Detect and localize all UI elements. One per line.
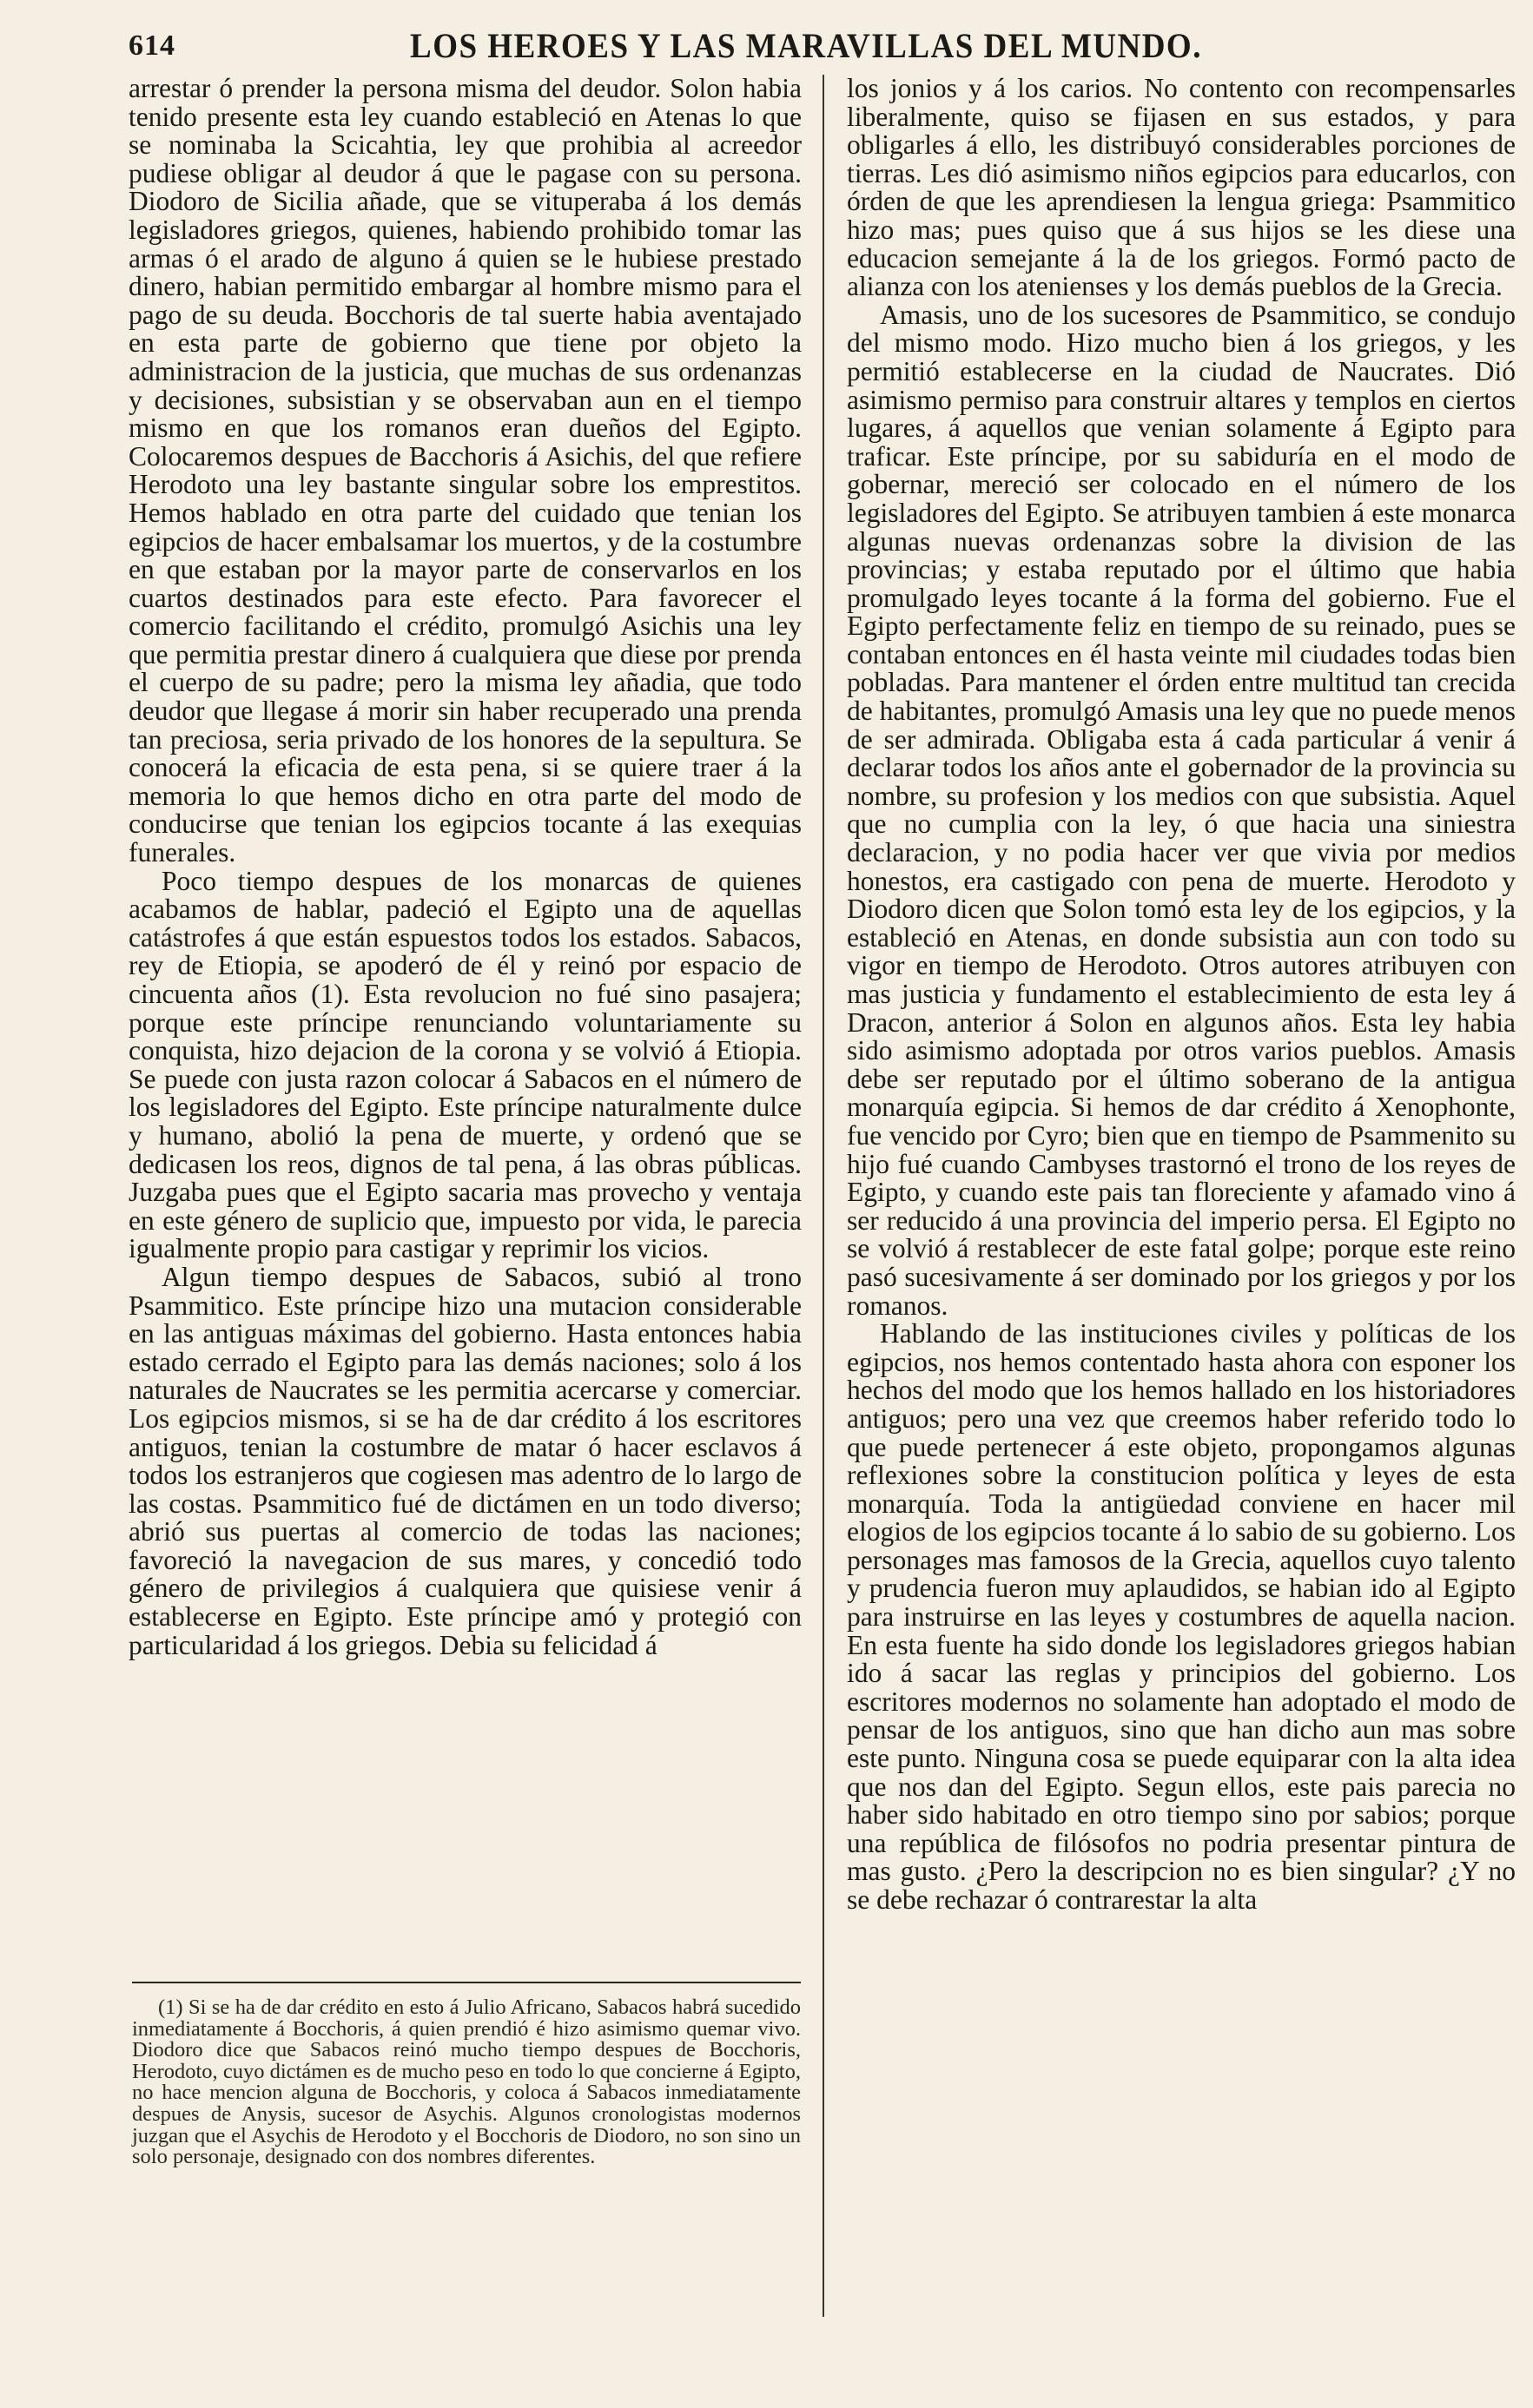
- paragraph: Poco tiempo despues de los monarcas de quienes acabamos de hablar, padeció el Egipto una de aquellas catástrofes á que están espuestos todos los estados. Sabacos, rey de Etiopia, se apoderó de él y reinó por espacio de cincuenta años (1). Esta revolucion no fué sino pasajera; porque este príncipe renunciando voluntariamente su conquista, hizo dejacion de la corona y se volvió á Etiopia. Se puede con justa razon colocar á Sabacos en el número de los legisladores del Egipto. Este príncipe naturalmente dulce y humano, abolió la pena de muerte, y ordenó que se dedicasen los reos, dignos de tal pena, á las obras públicas. Juzgaba pues que el Egipto sacaria mas provecho y ventaja en este género de suplicio que, impuesto por vida, le parecia igualmente propio para castigar y reprimir los vicios.: [129, 865, 802, 1264]
- page-header: [129, 24, 1483, 73]
- page-number: 614: [129, 30, 175, 62]
- footnote-text: (1) Si se ha de dar crédito en esto á Julio Africano, Sabacos habrá sucedido inmediatamente á Bocchoris, á quien prendió é hizo asimismo quemar vivo. Diodoro dice que Sabacos reinó mucho tiempo despues de Bocchoris, Herodoto, cuyo dictámen es de mucho peso en todo lo que concierne á Egipto, no hace mencion alguna de Bocchoris, y coloca á Sabacos inmediatamente despues de Anysis, sucesor de Asychis. Algunos cronologistas modernos juzgan que el Asychis de Herodoto y el Bocchoris de Diodoro, no son sino un solo personaje, designado con dos nombres diferentes.: [132, 1996, 801, 2169]
- paragraph: los jonios y á los carios. No contento con recompensarles liberalmente, quiso se fijasen en sus estados, y para obligarles á ello, les distribuyó considerables porciones de tierras. Les dió asimismo niños egipcios para educarlos, con órden de que les aprendiesen la lengua griega: Psammitico hizo mas; pues quiso que á sus hijos se les diese una educacion semejante á la de los griegos. Formó pacto de alianza con los atenienses y los demás pueblos de la Grecia.: [847, 73, 1516, 302]
- paragraph: Amasis, uno de los sucesores de Psammitico, se condujo del mismo modo. Hizo mucho bien á los griegos, y les permitió establecerse en la ciudad de Naucrates. Dió asimismo permiso para construir altares y templos en ciertos lugares, á aquellos que venian solamente á Egipto para traficar. Este príncipe, por su sabiduría en el modo de gobernar, mereció ser colocado en el número de los legisladores del Egipto. Se atribuyen tambien á este monarca algunas nuevas ordenanzas sobre la division de las provincias; y estaba reputado por el último que habia promulgado leyes tocante á la forma del gobierno. Fue el Egipto perfectamente feliz en tiempo de su reinado, pues se contaban entonces en él hasta veinte mil ciudades todas bien pobladas. Para mantener el órden entre multitud tan crecida de habitantes, promulgó Amasis una ley que no puede menos de ser admirada. Obligaba esta á cada particular á venir á declarar todos los años ante el gobernador de la provincia su nombre, su profesion y los medios con que subsistia. Aquel que no cumplia con la ley, ó que hacia una siniestra declaracion, y no podia hacer ver que vivia por medios honestos, era castigado con pena de muerte. Herodoto y Diodoro dicen que Solon tomó esta ley de los egipcios, y la estableció en Atenas, en donde subsistia aun con todo su vigor en tiempo de Herodoto. Otros autores atribuyen con mas justicia y fundamento el establecimiento de esta ley á Dracon, anterior á Solon en algunos años. Esta ley habia sido asimismo adoptada por otros varios pueblos. Amasis debe ser reputado por el último soberano de la antigua monarquía egipcia. Si hemos de dar crédito á Xenophonte, fue vencido por Cyro; bien que en tiempo de Psammenito su hijo fué cuando Cambyses trastornó el trono de los reyes de Egipto, y cuando este pais tan floreciente y afamado vino á ser reducido á una provincia del imperio persa. El Egipto no se volvió á restablecer de este fatal golpe; porque este reino pasó sucesivamente á ser dominado por los griegos y por los romanos.: [847, 299, 1516, 1321]
- running-title: LOS HEROES Y LAS MARAVILLAS DEL MUNDO.: [410, 27, 1202, 66]
- paragraph: arrestar ó prender la persona misma del deudor. Solon habia tenido presente esta ley cuando estableció en Atenas lo que se nominaba la Scicahtia, ley que prohibia al acreedor pudiese obligar al deudor á que le pagase con su persona. Diodoro de Sicilia añade, que se vituperaba á los demás legisladores griegos, quienes, habiendo prohibido tomar las armas ó el arado de alguno á quien se le hubiese prestado dinero, habian permitido embargar al hombre mismo para el pago de su deuda. Bocchoris de tal suerte habia aventajado en esta parte de gobierno que tiene por objeto la administracion de la justicia, que muchas de sus ordenanzas y decisiones, subsistian y se observaban aun en el tiempo mismo en que los romanos eran dueños del Egipto. Colocaremos despues de Bacchoris á Asichis, del que refiere Herodoto una ley bastante singular sobre los emprestitos. Hemos hablado en otra parte del cuidado que tenian los egipcios de hacer embalsamar los muertos, y de la costumbre en que estaban por la mayor parte de conservarlos en los cuartos destinados para este efecto. Para favorecer el comercio facilitando el crédito, promulgó Asichis una ley que permitia prestar dinero á cualquiera que diese por prenda el cuerpo de su padre; pero la misma ley añadia, que todo deudor que llegase á morir sin haber recuperado una prenda tan preciosa, seria privado de los honores de la sepultura. Se conocerá la eficacia de esta pena, si se quiere traer á la memoria lo que hemos dicho en otra parte del modo de conducirse que tenian los egipcios tocante á las exequias funerales.: [129, 73, 802, 868]
- column-divider: [823, 75, 824, 2317]
- footnote-separator: [132, 1982, 801, 1983]
- footnote: [132, 1997, 801, 2168]
- right-column: [847, 75, 1516, 1915]
- left-column: [129, 75, 802, 1659]
- paragraph: Algun tiempo despues de Sabacos, subió al trono Psammitico. Este príncipe hizo una mutacion considerable en las antiguas máximas del gobierno. Hasta entonces habia estado cerrado el Egipto para las demás naciones; solo á los naturales de Naucrates se les permitia acercarse y comerciar. Los egipcios mismos, si se ha de dar crédito á los escritores antiguos, tenian la costumbre de matar ó hacer esclavos á todos los estranjeros que cogiesen mas adentro de lo largo de las costas. Psammitico fué de dictámen en un todo diverso; abrió sus puertas al comercio de todas las naciones; favoreció la navegacion de sus mares, y concedió todo género de privilegios á cualquiera que quisiese venir á establecerse en Egipto. Este príncipe amó y protegió con particularidad á los griegos. Debia su felicidad á: [129, 1261, 802, 1660]
- paragraph: Hablando de las instituciones civiles y políticas de los egipcios, nos hemos contentado hasta ahora con esponer los hechos del modo que los hemos hallado en los historiadores antiguos; pero una vez que creemos haber referido todo lo que puede pertenecer á este objeto, propongamos algunas reflexiones sobre la constitucion política y leyes de esta monarquía. Toda la antigüedad conviene en hacer mil elogios de los egipcios tocante á lo sabio de su gobierno. Los personages mas famosos de la Grecia, aquellos cuyo talento y prudencia fueron muy aplaudidos, se habian ido al Egipto para instruirse en las leyes y costumbres de aquella nacion. En esta fuente ha sido donde los legisladores griegos habian ido á sacar las reglas y principios del gobierno. Los escritores modernos no solamente han adoptado el modo de pensar de los antiguos, sino que han dicho aun mas sobre este punto. Ninguna cosa se puede equiparar con la alta idea que nos dan del Egipto. Segun ellos, este pais parecia no haber sido habitado en otro tiempo sino por sabios; porque una república de filósofos no podria presentar pintura de mas gusto. ¿Pero la descripcion no es bien singular? ¿Y no se debe rechazar ó contrarestar la alta: [847, 1318, 1516, 1915]
